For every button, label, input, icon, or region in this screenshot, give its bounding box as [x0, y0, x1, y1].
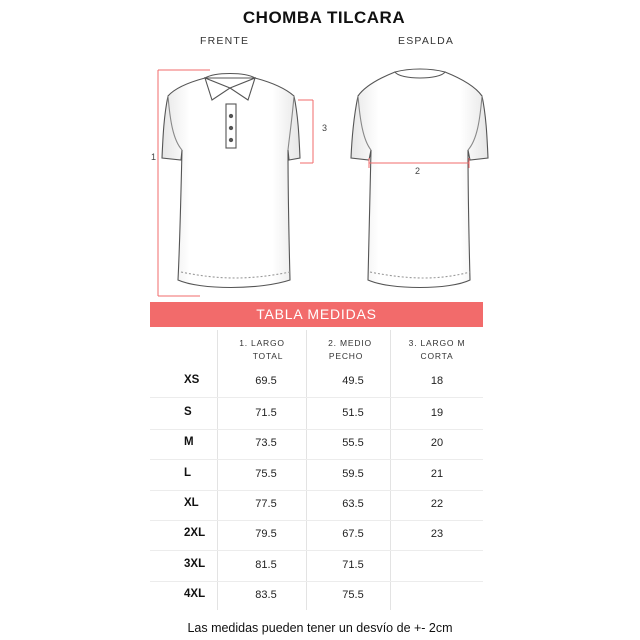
header-largo-manga	[402, 337, 472, 363]
cell-largo-total: 73.5	[255, 437, 277, 449]
page-title: CHOMBA TILCARA	[242, 8, 406, 27]
cell-largo-manga: 23	[430, 528, 444, 540]
cell-largo-total: 69.5	[255, 375, 277, 387]
size-label: L	[184, 467, 192, 479]
cell-largo-manga: 20	[430, 437, 444, 449]
cell-largo-total: 81.5	[255, 559, 277, 571]
size-label: S	[184, 406, 192, 418]
header-largo-manga-line2: CORTA	[420, 351, 454, 361]
cell-medio-pecho: 51.5	[342, 407, 364, 419]
table-divider	[217, 330, 218, 610]
size-label: 2XL	[184, 527, 206, 539]
measure-sleeve-mark: 3	[322, 123, 328, 133]
size-label: XS	[184, 374, 200, 386]
shirt-illustrations	[0, 0, 640, 300]
header-largo-total-line2: TOTAL	[252, 351, 284, 361]
cell-largo-manga: 22	[430, 498, 444, 510]
header-largo-total	[232, 337, 292, 363]
back-shirt-drawing	[351, 69, 488, 288]
table-row-divider	[150, 581, 483, 582]
size-label: 3XL	[184, 558, 206, 570]
cell-largo-total: 75.5	[255, 468, 277, 480]
table-row-divider	[150, 459, 483, 460]
cell-medio-pecho: 59.5	[342, 468, 364, 480]
header-medio-pecho-line1: 2. MEDIO	[328, 338, 372, 348]
header-medio-pecho	[320, 337, 380, 363]
table-row-divider	[150, 490, 483, 491]
cell-medio-pecho: 63.5	[342, 498, 364, 510]
size-label: M	[184, 436, 194, 448]
tolerance-note: Las medidas pueden tener un desvío de +- 2cm	[187, 621, 453, 635]
cell-largo-total: 77.5	[255, 498, 277, 510]
table-row-divider	[150, 397, 483, 398]
table-row-divider	[150, 429, 483, 430]
cell-largo-total: 83.5	[255, 589, 277, 601]
cell-largo-manga: 21	[430, 468, 444, 480]
cell-largo-manga: 18	[430, 375, 444, 387]
size-label: 4XL	[184, 588, 206, 600]
measure-length-mark: 1	[151, 152, 157, 162]
front-view-label: FRENTE	[200, 35, 250, 47]
cell-largo-total: 79.5	[255, 528, 277, 540]
cell-medio-pecho: 55.5	[342, 437, 364, 449]
cell-largo-manga: 19	[430, 407, 444, 419]
cell-medio-pecho: 71.5	[342, 559, 364, 571]
header-medio-pecho-line2: PECHO	[328, 351, 364, 361]
table-divider	[390, 330, 391, 610]
header-largo-manga-line1: 3. LARGO M	[408, 338, 466, 348]
cell-largo-total: 71.5	[255, 407, 277, 419]
cell-medio-pecho: 75.5	[342, 589, 364, 601]
front-shirt-drawing	[162, 74, 300, 288]
cell-medio-pecho: 67.5	[342, 528, 364, 540]
back-view-label: ESPALDA	[398, 35, 455, 47]
table-divider	[306, 330, 307, 610]
measure-chest-mark: 2	[415, 166, 421, 176]
header-largo-total-line1: 1. LARGO	[239, 338, 285, 348]
cell-medio-pecho: 49.5	[342, 375, 364, 387]
size-table-banner: TABLA MEDIDAS	[150, 302, 483, 327]
table-row-divider	[150, 550, 483, 551]
size-label: XL	[184, 497, 199, 509]
table-row-divider	[150, 520, 483, 521]
